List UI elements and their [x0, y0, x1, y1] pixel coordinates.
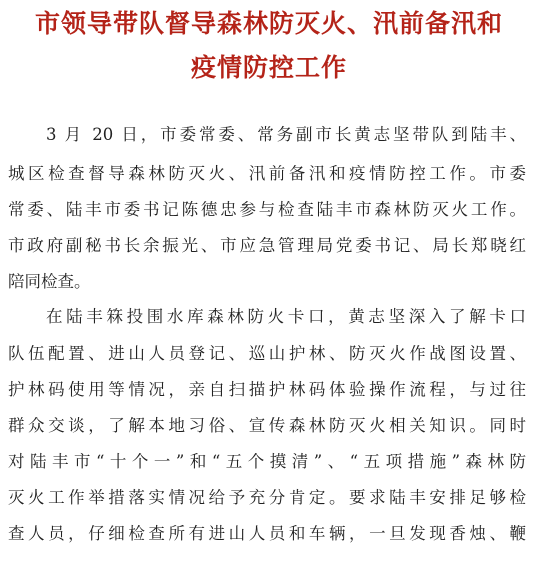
- paragraph-2-line-6: 灭火工作举措落实情况给予充分肯定。要求陆丰安排足够检: [8, 488, 526, 507]
- paragraph-1-line-1: 3 月 20 日，市委常委、常务副市长黄志坚带队到陆丰、: [46, 125, 526, 144]
- paragraph-2-line-4: 群众交谈，了解本地习俗、宣传森林防灭火相关知识。同时: [8, 416, 526, 435]
- paragraph-2-line-1: 在陆丰箖投围水库森林防火卡口，黄志坚深入了解卡口: [46, 307, 526, 326]
- paragraph-2-line-2: 队伍配置、进山人员登记、巡山护林、防灭火作战图设置、: [8, 344, 526, 363]
- paragraph-1-line-2: 城区检查督导森林防灭火、汛前备汛和疫情防控工作。市委: [8, 164, 526, 183]
- paragraph-1-line-5: 陪同检查。: [8, 272, 91, 291]
- paragraph-1-line-4: 市政府副秘书长余振光、市应急管理局党委书记、局长郑晓红: [8, 236, 526, 255]
- paragraph-1-line-3: 常委、陆丰市委书记陈德忠参与检查陆丰市森林防灭火工作。: [8, 200, 526, 219]
- article-title-line-1: 市领导带队督导森林防灭火、汛前备汛和: [34, 9, 503, 38]
- article-title-line-2: 疫情防控工作: [190, 53, 347, 82]
- paragraph-2-line-7: 查人员，仔细检查所有进山人员和车辆，一旦发现香烛、鞭: [8, 524, 526, 543]
- paragraph-2-line-3: 护林码使用等情况，亲自扫描护林码体验操作流程，与过往: [8, 380, 526, 399]
- paragraph-2-line-5: 对陆丰市“十个一”和“五个摸清”、“五项措施”森林防: [8, 452, 526, 471]
